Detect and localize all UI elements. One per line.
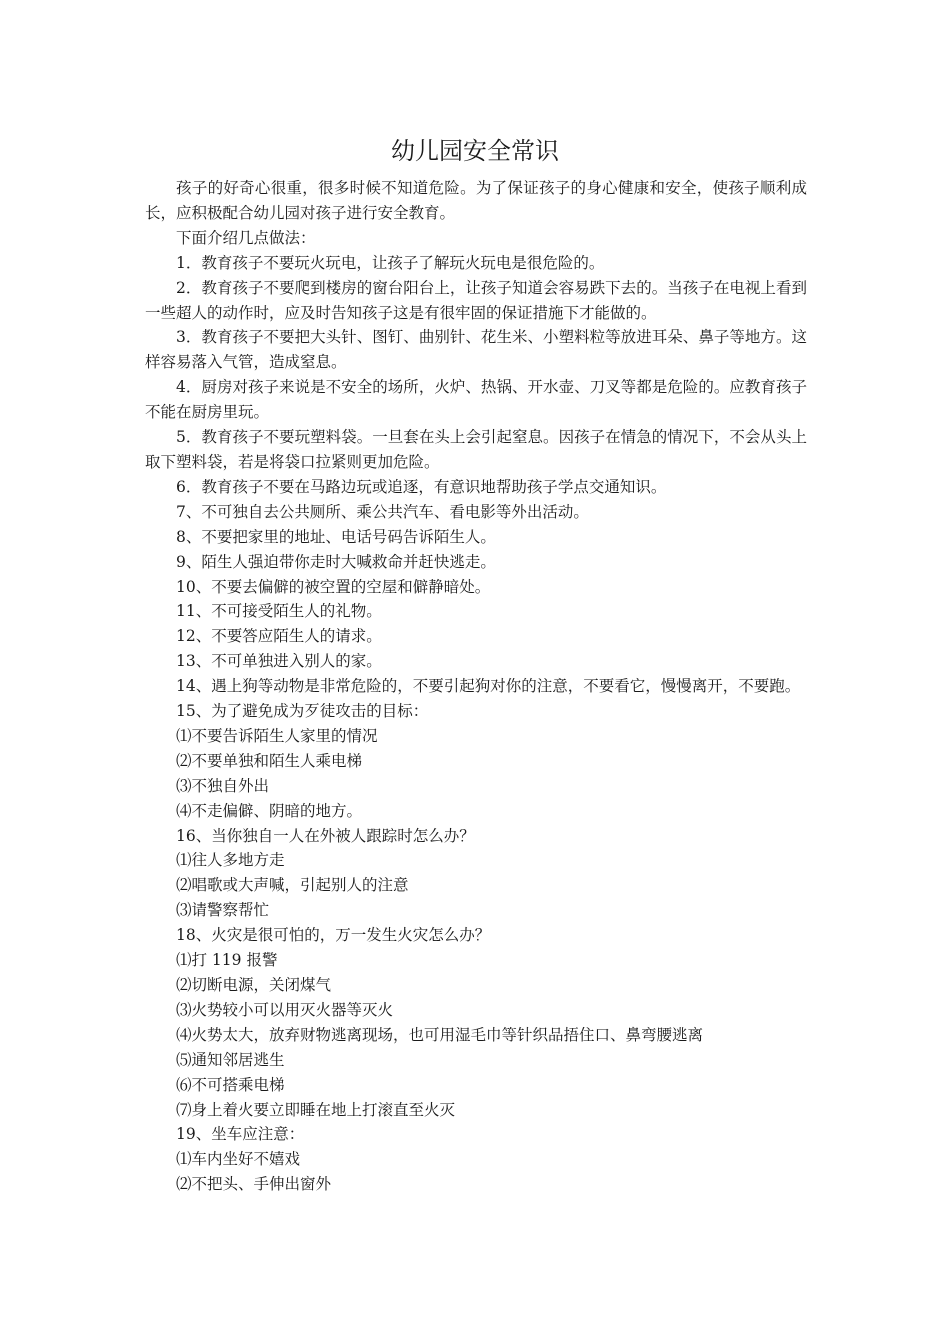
paragraph-subitem: ⑸通知邻居逃生 [176, 1050, 285, 1069]
paragraph-subitem: ⑷不走偏僻、阴暗的地方。 [176, 801, 363, 820]
paragraph-subitem: ⑵切断电源，关闭煤气 [176, 976, 332, 994]
paragraph-intro: 孩子的好奇心很重，很多时候不知道危险。为了保证孩子的身心健康和安全，使孩子顺利成长，应积极配合幼儿园对孩子进行安全教育。 [145, 179, 807, 222]
document-body [145, 176, 807, 1197]
paragraph-subitem: ⑴车内坐好不嬉戏 [176, 1150, 301, 1169]
paragraph-subitem: ⑶请警察帮忙 [176, 901, 270, 920]
paragraph-item-3: 3．教育孩子不要把大头针、图钉、曲别针、花生米、小塑料粒等放进耳朵、鼻子等地方。这样容易落入气管，造成窒息。 [145, 328, 807, 372]
paragraph-item-15: 15、为了避免成为歹徒攻击的目标： [176, 702, 429, 721]
paragraph-item-16: 16、当你独自一人在外被人跟踪时怎么办？ [176, 826, 475, 845]
paragraph-item-8: 8、不要把家里的地址、电话号码告诉陌生人。 [176, 527, 496, 546]
paragraph-item-4: 4．厨房对孩子来说是不安全的场所，火炉、热锅、开水壶、刀叉等都是危险的。应教育孩子不能在厨房里玩。 [145, 378, 807, 422]
paragraph-subitem: ⑷火势太大，放弃财物逃离现场，也可用湿毛巾等针织品捂住口、鼻弯腰逃离 [176, 1025, 704, 1044]
paragraph-item-2: 2．教育孩子不要爬到楼房的窗台阳台上，让孩子知道会容易跌下去的。当孩子在电视上看到一些超人的动作时，应及时告知孩子这是有很牢固的保证措施下才能做的。 [145, 278, 807, 322]
paragraph-subitem: ⑶火势较小可以用灭火器等灭火 [176, 1000, 394, 1019]
paragraph-item-13: 13、不可单独进入别人的家。 [176, 652, 382, 671]
paragraph-item-14: 14、遇上狗等动物是非常危险的，不要引起狗对你的注意，不要看它，慢慢离开，不要跑。 [176, 677, 801, 696]
paragraph-subitem: ⑵不把头、手伸出窗外 [176, 1175, 332, 1194]
paragraph-subitem: ⑹不可搭乘电梯 [176, 1075, 285, 1094]
paragraph-subitem: ⑴打 119 报警 [176, 951, 278, 970]
paragraph-item-11: 11、不可接受陌生人的礼物。 [176, 602, 382, 621]
document-title: 幼儿园安全常识 [391, 137, 559, 165]
paragraph-subitem: ⑶不独自外出 [176, 776, 270, 795]
paragraph-item-12: 12、不要答应陌生人的请求。 [176, 627, 382, 646]
paragraph-item-10: 10、不要去偏僻的被空置的空屋和僻静暗处。 [176, 577, 491, 596]
paragraph-item-7: 7、不可独自去公共厕所、乘公共汽车、看电影等外出活动。 [176, 502, 589, 521]
paragraph-item-1: 1．教育孩子不要玩火玩电，让孩子了解玩火玩电是很危险的。 [176, 253, 605, 272]
paragraph-subitem: ⑵唱歌或大声喊，引起别人的注意 [176, 876, 409, 895]
paragraph-subitem: ⑴不要告诉陌生人家里的情况 [176, 726, 378, 745]
paragraph-item-5: 5．教育孩子不要玩塑料袋。一旦套在头上会引起窒息。因孩子在情急的情况下，不会从头上取下塑料袋，若是将袋口拉紧则更加危险。 [145, 428, 807, 471]
paragraph-methods-intro: 下面介绍几点做法： [176, 228, 316, 247]
paragraph-item-19: 19、坐车应注意： [176, 1125, 305, 1144]
paragraph-item-6: 6．教育孩子不要在马路边玩或追逐，有意识地帮助孩子学点交通知识。 [176, 477, 667, 496]
paragraph-subitem: ⑵不要单独和陌生人乘电梯 [176, 751, 363, 770]
paragraph-item-18: 18、火灾是很可怕的，万一发生火灾怎么办？ [176, 926, 491, 945]
paragraph-item-9: 9、陌生人强迫带你走时大喊救命并赶快逃走。 [176, 552, 496, 571]
paragraph-subitem: ⑺身上着火要立即睡在地上打滚直至火灭 [176, 1100, 456, 1119]
paragraph-subitem: ⑴往人多地方走 [176, 851, 285, 870]
